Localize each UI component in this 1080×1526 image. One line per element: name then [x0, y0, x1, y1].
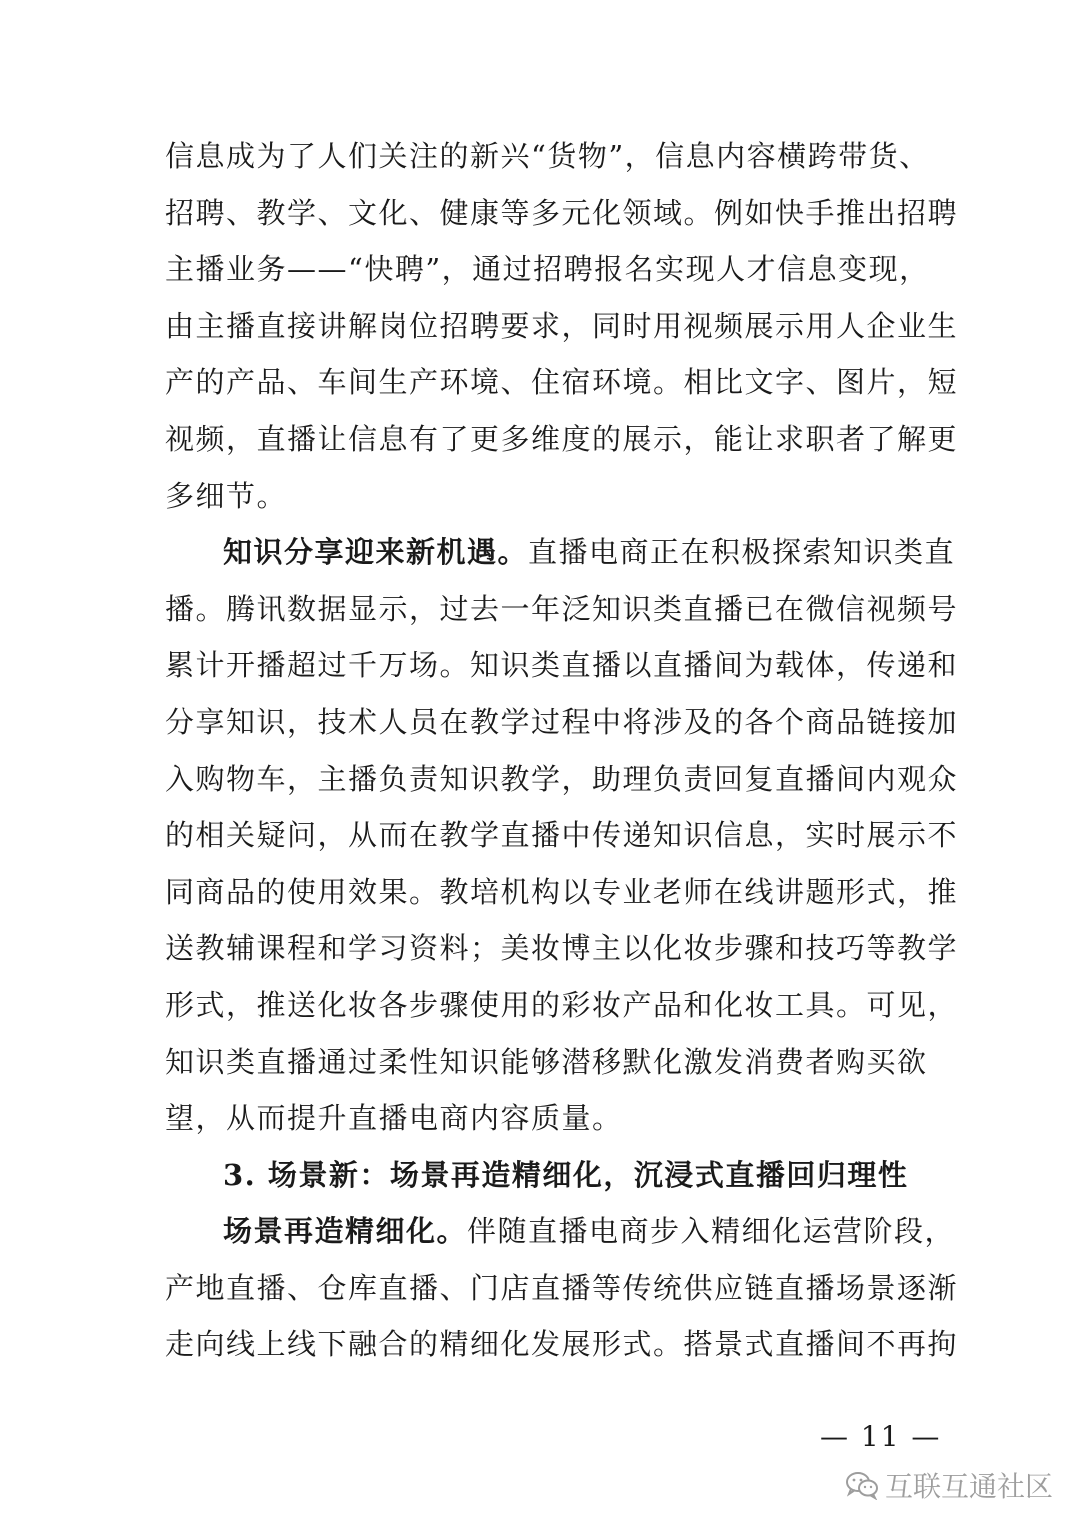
body-line: 同商品的使用效果。教培机构以专业老师在线讲题形式，推	[165, 874, 959, 909]
paragraph-lead-bold: 场景再造精细化。	[223, 1214, 468, 1249]
body-line: 视频，直播让信息有了更多维度的展示，能让求职者了解更	[165, 421, 959, 456]
paragraph-lead-rest: 伴随直播电商步入精细化运营阶段，	[467, 1214, 956, 1249]
body-line: 累计开播超过千万场。知识类直播以直播间为载体，传递和	[165, 648, 959, 683]
body-line: 送教辅课程和学习资料；美妆博主以化妆步骤和技巧等教学	[165, 931, 959, 966]
watermark-text: 互联互通社区	[885, 1470, 1054, 1503]
body-line: 主播业务——“快聘”，通过招聘报名实现人才信息变现，	[165, 252, 930, 287]
body-line: 由主播直接讲解岗位招聘要求，同时用视频展示用人企业生	[165, 308, 959, 343]
body-line: 的相关疑问，从而在教学直播中传递知识信息，实时展示不	[165, 818, 959, 853]
body-line: 形式，推送化妆各步骤使用的彩妆产品和化妆工具。可见，	[165, 987, 959, 1022]
body-line: 多细节。	[165, 478, 288, 513]
paragraph-lead-line	[165, 1203, 956, 1260]
wechat-icon	[845, 1470, 879, 1500]
body-line: 招聘、教学、文化、健康等多元化领域。例如快手推出招聘	[165, 195, 959, 230]
section-heading: 3. 场景新：场景再造精细化，沉浸式直播回归理性	[223, 1157, 909, 1192]
body-line: 入购物车，主播负责知识教学，助理负责回复直播间内观众	[165, 761, 959, 796]
body-line: 信息成为了人们关注的新兴“货物”，信息内容横跨带货、	[165, 139, 930, 173]
paragraph-lead-bold: 知识分享迎来新机遇。	[223, 535, 529, 570]
body-line: 产的产品、车间生产环境、住宿环境。相比文字、图片，短	[165, 365, 959, 400]
page-number: — 11 —	[820, 1420, 942, 1453]
paragraph-lead-line	[165, 524, 956, 581]
paragraph-lead-rest: 直播电商正在积极探索知识类直	[528, 535, 956, 570]
body-line: 走向线上线下融合的精细化发展形式。搭景式直播间不再拘	[165, 1327, 959, 1362]
body-line: 产地直播、仓库直播、门店直播等传统供应链直播场景逐渐	[165, 1270, 959, 1305]
body-line: 分享知识，技术人员在教学过程中将涉及的各个商品链接加	[165, 704, 959, 739]
document-body	[165, 128, 959, 1373]
body-line: 播。腾讯数据显示，过去一年泛知识类直播已在微信视频号	[165, 591, 959, 626]
watermark	[845, 1465, 1053, 1505]
body-line: 知识类直播通过柔性知识能够潜移默化激发消费者购买欲	[165, 1044, 928, 1079]
body-line: 望，从而提升直播电商内容质量。	[165, 1101, 623, 1136]
